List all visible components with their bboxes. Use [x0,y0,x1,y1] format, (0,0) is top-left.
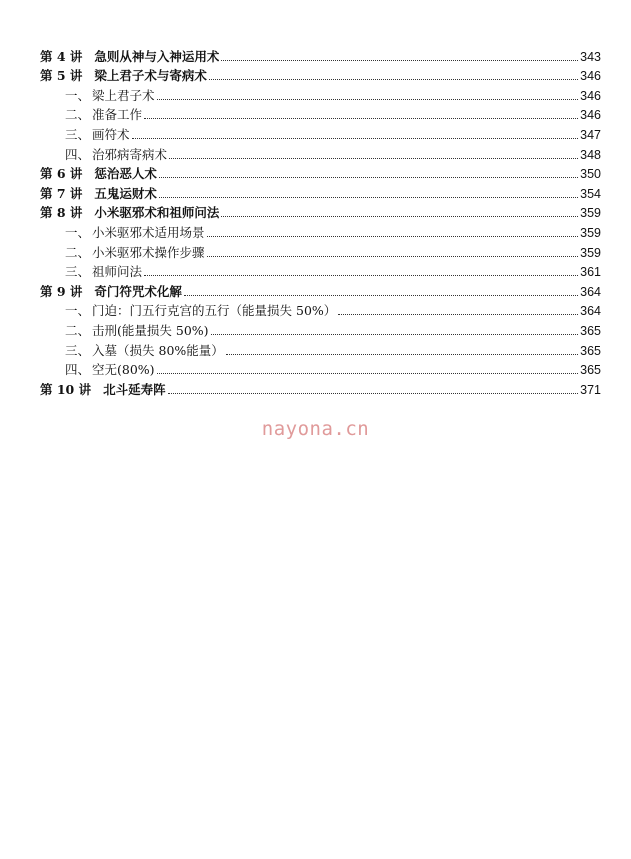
dot-leader [144,118,578,119]
page-number: 359 [580,206,601,221]
entry-title: 奇门符咒术化解 [94,283,182,299]
section-number: 四、 [65,362,91,378]
toc-entry-section[interactable] [40,104,601,124]
entry-title: 祖师问法 [92,264,143,280]
entry-title: 空无(80%) [92,362,155,378]
entry-title: 惩治恶人术 [94,166,157,182]
page-number: 365 [580,323,601,338]
page-number: 354 [580,186,601,201]
dot-leader [207,236,579,237]
table-of-contents [40,45,601,398]
dot-leader [157,373,579,374]
toc-entry-chapter-5[interactable] [40,65,601,85]
entry-title: 击刑(能量损失 50%) [92,322,209,338]
dot-leader [184,295,578,296]
chapter-number: 第 8 讲 [40,205,83,221]
dot-leader [338,314,578,315]
dot-leader [209,79,578,80]
page-number: 364 [580,304,601,319]
toc-entry-section[interactable] [40,300,601,320]
entry-title: 小米驱邪术和祖师问法 [94,205,220,221]
page-number: 359 [580,225,601,240]
dot-leader [221,60,578,61]
toc-entry-chapter-6[interactable] [40,163,601,183]
entry-title: 北斗延寿阵 [103,381,166,397]
entry-title: 门迫：门五行克宫的五行（能量损失 50%） [92,303,337,319]
section-number: 二、 [65,244,91,260]
page-number: 350 [580,167,601,182]
toc-entry-section[interactable] [40,319,601,339]
chapter-number: 第 4 讲 [40,48,83,64]
toc-entry-section[interactable] [40,339,601,359]
entry-title: 急则从神与入神运用术 [94,48,220,64]
toc-entry-chapter-7[interactable] [40,182,601,202]
section-number: 三、 [65,264,91,280]
toc-entry-chapter-9[interactable] [40,280,601,300]
section-number: 一、 [65,303,91,319]
dot-leader [211,334,579,335]
toc-entry-chapter-8[interactable] [40,202,601,222]
dot-leader [169,158,578,159]
section-number: 三、 [65,126,91,142]
entry-title: 治邪病寄病术 [92,146,168,162]
entry-title: 小米驱邪术适用场景 [92,224,205,240]
section-number: 二、 [65,107,91,123]
entry-title: 小米驱邪术操作步骤 [92,244,205,260]
dot-leader [144,275,578,276]
section-number: 二、 [65,322,91,338]
toc-entry-section[interactable] [40,359,601,379]
dot-leader [159,177,578,178]
toc-entry-chapter-4[interactable] [40,45,601,65]
dot-leader [226,354,578,355]
page-number: 346 [580,108,601,123]
chapter-number: 第 6 讲 [40,166,83,182]
entry-title: 梁上君子术 [92,87,155,103]
page-number: 365 [580,343,601,358]
entry-title: 准备工作 [92,107,143,123]
dot-leader [221,216,578,217]
section-number: 三、 [65,342,91,358]
chapter-number: 第 5 讲 [40,68,83,84]
toc-entry-section[interactable] [40,84,601,104]
page-number: 346 [580,88,601,103]
dot-leader [157,99,579,100]
dot-leader [159,197,578,198]
page-number: 346 [580,69,601,84]
page-number: 348 [580,147,601,162]
page-number: 365 [580,363,601,378]
dot-leader [207,256,579,257]
section-number: 四、 [65,146,91,162]
entry-title: 梁上君子术与寄病术 [94,68,207,84]
chapter-number: 第 7 讲 [40,185,83,201]
page-number: 361 [580,265,601,280]
entry-title: 入墓（损失 80%能量） [92,342,224,358]
toc-entry-section[interactable] [40,221,601,241]
page-number: 359 [580,245,601,260]
toc-entry-section[interactable] [40,241,601,261]
toc-entry-chapter-10[interactable] [40,378,601,398]
dot-leader [132,138,579,139]
entry-title: 画符术 [92,126,130,142]
entry-title: 五鬼运财术 [94,185,157,201]
dot-leader [168,393,579,394]
page-number: 347 [580,127,601,142]
page-number: 343 [580,49,601,64]
section-number: 一、 [65,87,91,103]
chapter-number: 第 10 讲 [40,381,92,397]
chapter-number: 第 9 讲 [40,283,83,299]
section-number: 一、 [65,224,91,240]
toc-entry-section[interactable] [40,143,601,163]
toc-entry-section[interactable] [40,261,601,281]
toc-entry-section[interactable] [40,123,601,143]
page-number: 371 [580,382,601,397]
page-number: 364 [580,284,601,299]
watermark-text: nayona.cn [261,418,370,440]
